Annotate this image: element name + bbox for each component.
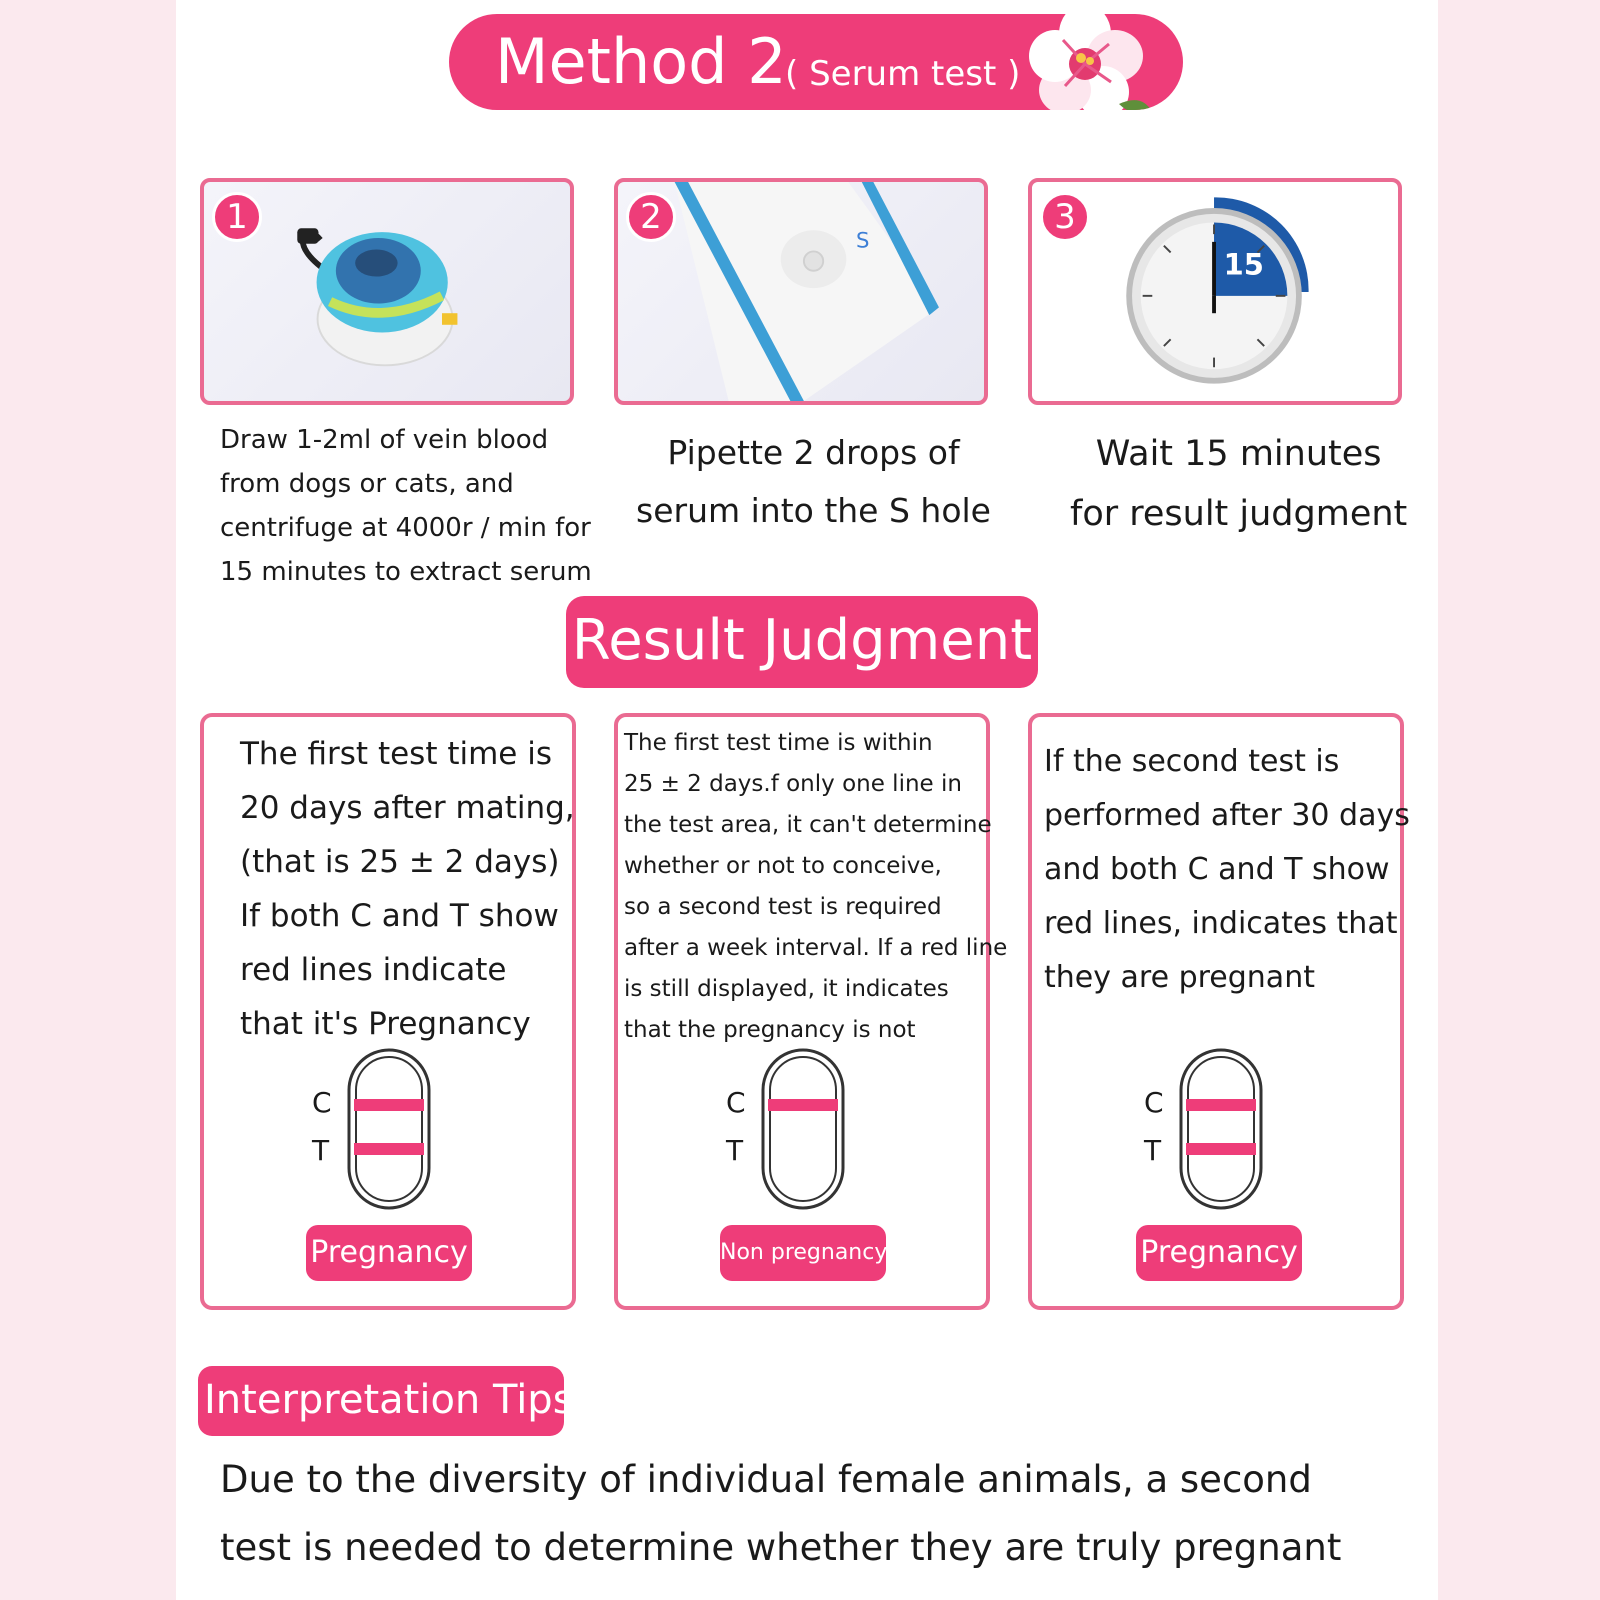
interpretation-tips-title: Interpretation Tips [204, 1377, 574, 1423]
method-title: Method 2 [495, 25, 787, 98]
control-line-label: C [312, 1086, 332, 1119]
card-line: The first test time is within [624, 730, 933, 756]
result-judgment-title: Result Judgment [571, 608, 1033, 673]
card-line: the test area, it can't determine [624, 812, 992, 838]
tips-line: test is needed to determine whether they are truly pregnant [220, 1526, 1342, 1569]
step-2-instructions [636, 424, 991, 540]
card-line: If the second test is [1044, 744, 1340, 779]
card-line: The first test time is [240, 736, 552, 772]
card-line: so a second test is required [624, 894, 942, 920]
step-3-line: for result judgment [1070, 494, 1408, 534]
control-line [354, 1099, 424, 1111]
strip-s-letter: S [855, 228, 870, 254]
step-1-line: centrifuge at 4000r / min for [220, 513, 591, 543]
card-line: is still displayed, it indicates [624, 976, 949, 1002]
card-1-text [240, 727, 575, 1051]
card-line: (that is 25 ± 2 days) [240, 844, 560, 880]
card-line: red lines, indicates that [1044, 906, 1398, 941]
step-3-image [1028, 178, 1402, 405]
step-number: 2 [626, 192, 676, 242]
test-line-label: T [1144, 1134, 1162, 1167]
result-judgment-header [566, 596, 1038, 688]
test-line [1186, 1143, 1256, 1155]
control-line-label: C [726, 1086, 746, 1119]
card-2-text [624, 723, 1007, 1051]
test-line [354, 1143, 424, 1155]
control-line [1186, 1099, 1256, 1111]
non-pregnancy-badge: Non pregnancy [720, 1225, 886, 1281]
test-window-icon [1178, 1047, 1264, 1211]
tips-line: Due to the diversity of individual female animals, a second [220, 1458, 1312, 1501]
result-card-3 [1028, 713, 1410, 1310]
step-1-image [200, 178, 574, 405]
step-1-line: 15 minutes to extract serum [220, 557, 592, 587]
test-window-icon [760, 1047, 846, 1211]
card-3-text [1044, 735, 1410, 1005]
card-line: performed after 30 days [1044, 798, 1410, 833]
pregnancy-badge: Pregnancy [1136, 1225, 1302, 1281]
card-line: 25 ± 2 days.f only one line in [624, 771, 962, 797]
result-card-1 [200, 713, 576, 1310]
step-3-line: Wait 15 minutes [1095, 434, 1382, 474]
method-header [449, 14, 1183, 110]
card-line: they are pregnant [1044, 960, 1315, 995]
step-3-instructions [1070, 424, 1407, 544]
method-subtitle: ( Serum test ) [785, 54, 1021, 94]
result-card-2 [614, 713, 1008, 1310]
step-2-line: Pipette 2 drops of [667, 433, 960, 472]
card-line: that the pregnancy is not [624, 1017, 916, 1043]
step-2-image [614, 178, 988, 405]
step-number: 3 [1040, 192, 1090, 242]
step-1-line: from dogs or cats, and [220, 469, 514, 499]
step-number: 1 [212, 192, 262, 242]
step-2-line: serum into the S hole [636, 491, 991, 530]
timer-value: 15 [1223, 247, 1264, 282]
interpretation-tips-text [220, 1446, 1341, 1582]
control-line-label: C [1144, 1086, 1164, 1119]
interpretation-tips-header [198, 1366, 574, 1436]
step-1-instructions [220, 418, 592, 594]
pregnancy-badge: Pregnancy [306, 1225, 472, 1281]
control-line [768, 1099, 838, 1111]
hibiscus-flower-icon [1001, 14, 1171, 110]
step-1-line: Draw 1-2ml of vein blood [220, 425, 549, 455]
card-line: If both C and T show [240, 898, 559, 934]
card-line: that it's Pregnancy [240, 1006, 531, 1042]
card-line: and both C and T show [1044, 852, 1390, 887]
card-line: whether or not to conceive, [624, 853, 942, 879]
card-line: red lines indicate [240, 952, 507, 988]
test-line-label: T [726, 1134, 744, 1167]
test-line-label: T [312, 1134, 330, 1167]
card-line: after a week interval. If a red line [624, 935, 1008, 961]
test-window-icon [346, 1047, 432, 1211]
card-line: 20 days after mating, [240, 790, 575, 826]
